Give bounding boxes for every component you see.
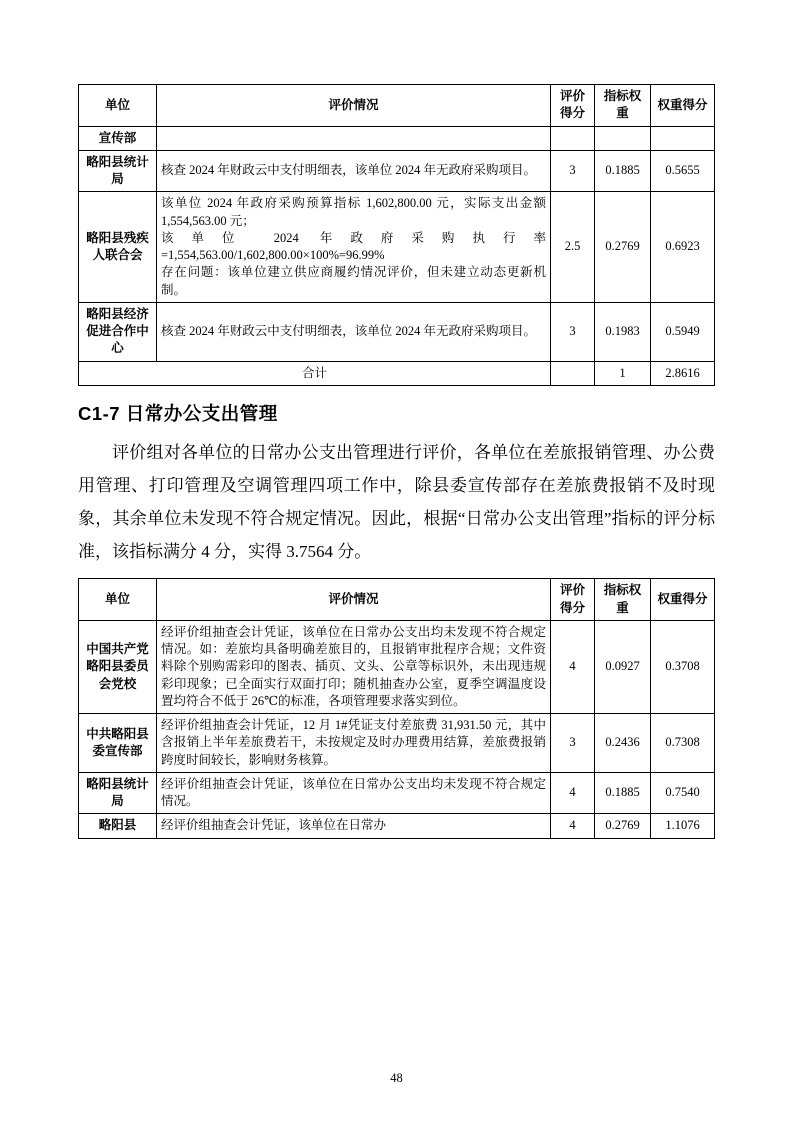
cell-weight bbox=[595, 126, 651, 150]
office-expense-evaluation-table bbox=[78, 578, 715, 838]
section-paragraph: 评价组对各单位的日常办公支出管理进行评价，各单位在差旅报销管理、办公费用管理、打印管理及空调管理四项工作中，除县委宣传部存在差旅费报销不及时现象，其余单位未发现不符合规定情况。因此，根据“日常办公支出管理”指标的评分标准，该指标满分 4 分，实得 3.7564 分。 bbox=[78, 442, 715, 562]
cell-unit: 略阳县残疾人联合会 bbox=[79, 192, 157, 303]
page-number: 48 bbox=[390, 1071, 403, 1085]
cell-weight: 0.2769 bbox=[595, 192, 651, 303]
cell-description: 经评价组抽查会计凭证，该单位在日常办 bbox=[157, 814, 551, 838]
desc-line-3: 存在问题：该单位建立供应商履约情况评价，但未建立动态更新机制。 bbox=[161, 265, 546, 297]
table-header-row bbox=[79, 579, 715, 621]
cell-weighted-score: 0.5949 bbox=[651, 302, 715, 361]
table-row bbox=[79, 302, 715, 361]
cell-weight: 0.1983 bbox=[595, 302, 651, 361]
cell-weight: 0.1885 bbox=[595, 150, 651, 192]
cell-weight: 0.2436 bbox=[595, 714, 651, 773]
header-weight: 指标权重 bbox=[595, 579, 651, 621]
cell-unit: 略阳县统计局 bbox=[79, 150, 157, 192]
cell-description: 核查 2024 年财政云中支付明细表，该单位 2024 年无政府采购项目。 bbox=[157, 150, 551, 192]
cell-description: 经评价组抽查会计凭证，该单位在日常办公支出均未发现不符合规定情况。如：差旅均具备明确差旅目的，且报销审批程序合规；文件资料除个别购需彩印的图表、插页、文头、公章等标识外，未出现违规彩印现象；已全面实行双面打印；随机抽查办公室，夏季空调温度设置均符合不低于 26℃的标准，各项管理要求落实到位。 bbox=[157, 620, 551, 713]
cell-weighted-score: 1.1076 bbox=[651, 814, 715, 838]
cell-unit: 中共略阳县委宣传部 bbox=[79, 714, 157, 773]
table-row bbox=[79, 714, 715, 773]
header-score: 评价得分 bbox=[551, 85, 595, 127]
table-header-row bbox=[79, 85, 715, 127]
cell-weighted-score: 0.3708 bbox=[651, 620, 715, 713]
cell-unit: 略阳县 bbox=[79, 814, 157, 838]
cell-score: 4 bbox=[551, 620, 595, 713]
total-score bbox=[551, 361, 595, 385]
cell-score: 2.5 bbox=[551, 192, 595, 303]
cell-weight: 0.0927 bbox=[595, 620, 651, 713]
cell-score: 4 bbox=[551, 772, 595, 814]
total-weighted-score: 2.8616 bbox=[651, 361, 715, 385]
cell-weighted-score: 0.7308 bbox=[651, 714, 715, 773]
header-score: 评价得分 bbox=[551, 579, 595, 621]
section-title: C1-7 日常办公支出管理 bbox=[78, 402, 278, 424]
cell-score: 4 bbox=[551, 814, 595, 838]
total-label: 合计 bbox=[79, 361, 551, 385]
cell-description: 经评价组抽查会计凭证，12 月 1#凭证支付差旅费 31,931.50 元，其中含报销上半年差旅费若干，未按规定及时办理费用结算，差旅费报销跨度时间较长，影响财务核算。 bbox=[157, 714, 551, 773]
cell-weighted-score: 0.6923 bbox=[651, 192, 715, 303]
cell-score bbox=[551, 126, 595, 150]
table-row bbox=[79, 192, 715, 303]
header-unit: 单位 bbox=[79, 85, 157, 127]
cell-unit: 中国共产党略阳县委员会党校 bbox=[79, 620, 157, 713]
table-row bbox=[79, 620, 715, 713]
desc-line-2: 该单位 2024 年政府采购执行率=1,554,563.00/1,602,800.00×100%=96.99% bbox=[161, 230, 546, 262]
cell-weight: 0.1885 bbox=[595, 772, 651, 814]
cell-description: 核查 2024 年财政云中支付明细表，该单位 2024 年无政府采购项目。 bbox=[157, 302, 551, 361]
cell-unit: 宣传部 bbox=[79, 126, 157, 150]
cell-description bbox=[157, 192, 551, 303]
total-weight: 1 bbox=[595, 361, 651, 385]
cell-description: 经评价组抽查会计凭证，该单位在日常办公支出均未发现不符合规定情况。 bbox=[157, 772, 551, 814]
cell-description bbox=[157, 126, 551, 150]
procurement-evaluation-table bbox=[78, 84, 715, 386]
header-weight: 指标权重 bbox=[595, 85, 651, 127]
desc-line-1: 该单位 2024 年政府采购预算指标 1,602,800.00 元，实际支出金额 1,554,563.00 元； bbox=[161, 196, 546, 228]
cell-weighted-score bbox=[651, 126, 715, 150]
header-description: 评价情况 bbox=[157, 85, 551, 127]
header-weighted-score: 权重得分 bbox=[651, 85, 715, 127]
cell-score: 3 bbox=[551, 302, 595, 361]
table-row bbox=[79, 772, 715, 814]
table-row bbox=[79, 150, 715, 192]
cell-unit: 略阳县经济促进合作中心 bbox=[79, 302, 157, 361]
cell-weight: 0.2769 bbox=[595, 814, 651, 838]
cell-unit: 略阳县统计局 bbox=[79, 772, 157, 814]
header-weighted-score: 权重得分 bbox=[651, 579, 715, 621]
cell-score: 3 bbox=[551, 150, 595, 192]
table-row bbox=[79, 814, 715, 838]
table-total-row bbox=[79, 361, 715, 385]
cell-score: 3 bbox=[551, 714, 595, 773]
header-unit: 单位 bbox=[79, 579, 157, 621]
header-description: 评价情况 bbox=[157, 579, 551, 621]
cell-weighted-score: 0.7540 bbox=[651, 772, 715, 814]
cell-weighted-score: 0.5655 bbox=[651, 150, 715, 192]
table-row bbox=[79, 126, 715, 150]
